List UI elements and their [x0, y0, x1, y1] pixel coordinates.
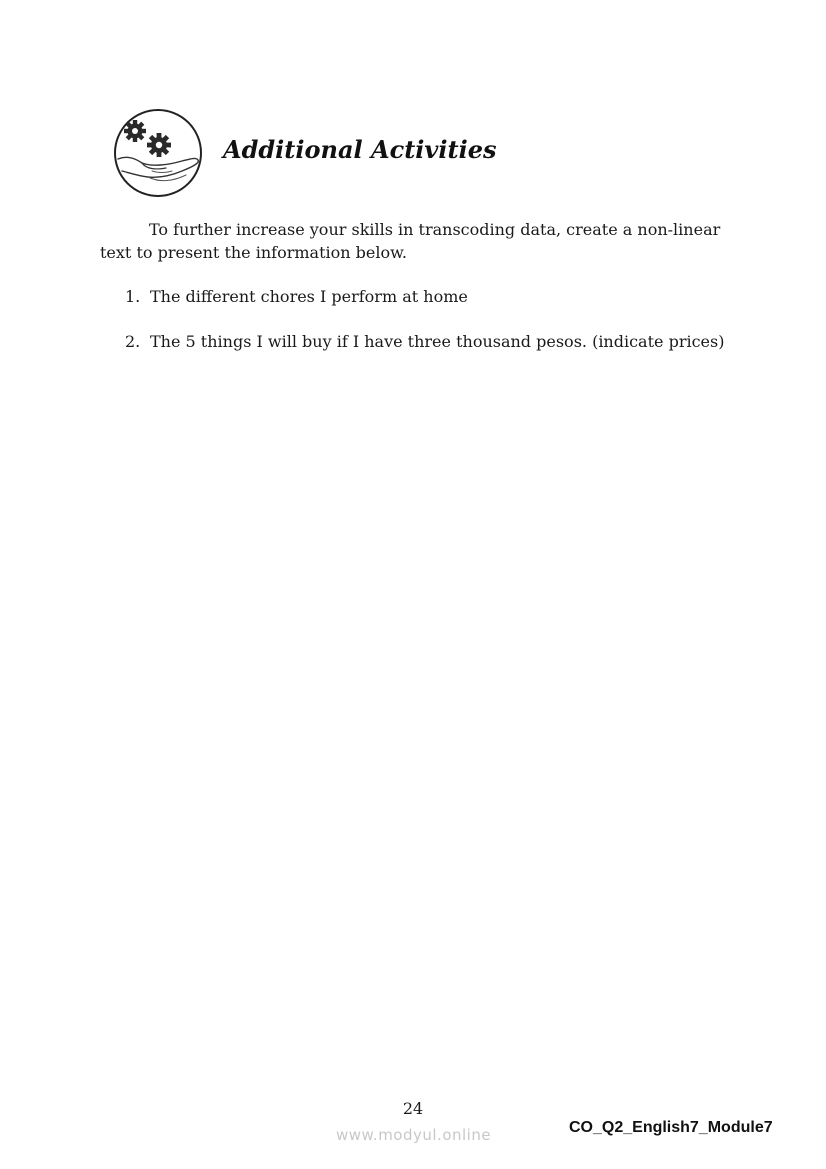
instructions-paragraph: To further increase your skills in transcoding data, create a non-linear text to present the information below.	[100, 220, 721, 262]
list-item-number: 2.	[125, 332, 141, 351]
list-item-text: The different chores I perform at home	[150, 287, 468, 306]
list-item	[100, 330, 740, 353]
list-item	[100, 285, 740, 308]
list-item-text: The 5 things I will buy if I have three thousand pesos. (indicate prices)	[150, 332, 725, 351]
gears-on-hand-icon	[112, 107, 204, 199]
module-code: CO_Q2_English7_Module7	[569, 1119, 773, 1136]
watermark: www.modyul.online	[336, 1126, 492, 1144]
section-title: Additional Activities	[223, 135, 497, 164]
activity-list	[100, 285, 740, 375]
page-number: 24	[402, 1099, 424, 1118]
list-item-number: 1.	[125, 287, 141, 306]
